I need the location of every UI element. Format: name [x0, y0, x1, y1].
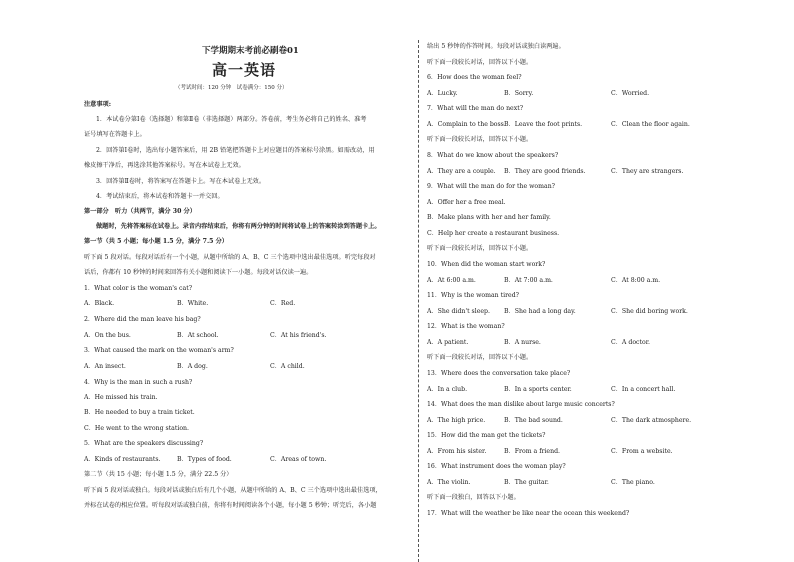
question: 10．When did the woman start work?: [427, 261, 546, 268]
listening-hint: 听下面一段较长对话，回答以下小题。: [427, 245, 533, 252]
option-b: B．She had a long day.: [504, 308, 576, 315]
option-c: C．In a concert hall.: [611, 386, 676, 393]
option-a: A．Offer her a free meal.: [427, 199, 506, 206]
exam-info: （考试时间：120 分钟 试卷满分：150 分）: [175, 85, 288, 91]
option-a: A．At 6:00 a.m.: [427, 277, 476, 284]
option-a: A．He missed his train.: [84, 394, 158, 401]
option-b: B．At 7:00 a.m.: [504, 277, 553, 284]
subject-title: 高一英语: [212, 61, 277, 79]
option-c: C．At his friend's.: [270, 332, 327, 339]
notes-heading: 注意事项:: [84, 101, 112, 108]
option-b: B．Types of food.: [177, 456, 232, 463]
section1-text: 听下面 5 段对话。每段对话后有一个小题，从题中所给的 A、B、C 三个选项中选出最佳选项。听完每段对: [84, 254, 376, 261]
option-a: A．On the bus.: [84, 332, 131, 339]
option-c: C．At 8:00 a.m.: [611, 277, 661, 284]
option-c: C．The dark atmosphere.: [611, 417, 692, 424]
option-c: C．A doctor.: [611, 339, 650, 346]
option-b: B．A nurse.: [504, 339, 541, 346]
option-b: B．Sorry.: [504, 90, 534, 97]
option-c: C．From a website.: [611, 448, 673, 455]
note-line: 橡皮擦干净后，再选涂其他答案标号。写在本试卷上无效。: [84, 162, 245, 169]
option-a: A．Complain to the boss.: [427, 121, 506, 128]
option-a: A．The violin.: [427, 479, 471, 486]
option-c: C．He went to the wrong station.: [84, 425, 190, 432]
option-a: A．The high price.: [427, 417, 486, 424]
question: 2．Where did the man leave his bag?: [84, 316, 201, 323]
option-c: C．Clean the floor again.: [611, 121, 690, 128]
note-line: 4．考试结束后，将本试卷和答题卡一并交回。: [96, 193, 224, 200]
question: 17．What will the weather be like near the ocean this weekend?: [427, 510, 630, 517]
option-c: C．They are strangers.: [611, 168, 684, 175]
question: 5．What are the speakers discussing?: [84, 440, 204, 447]
listening-hint: 听下面一段较长对话，回答以下小题。: [427, 136, 533, 143]
option-a: A．From his sister.: [427, 448, 487, 455]
question: 11．Why is the woman tired?: [427, 292, 519, 299]
option-b: B．He needed to buy a train ticket.: [84, 409, 195, 416]
option-b: B．They are good friends.: [504, 168, 586, 175]
question: 13．Where does the conversation take place?: [427, 370, 571, 377]
note-line: 3．回答第Ⅱ卷时，将答案写在答题卡上。写在本试卷上无效。: [96, 178, 266, 185]
option-a: A．A patient.: [427, 339, 469, 346]
column-divider: [418, 40, 419, 562]
listening-hint: 听下面一段较长对话，回答以下小题。: [427, 354, 533, 361]
option-b: B．The bad sound.: [504, 417, 563, 424]
note-line: 证号填写在答题卡上。: [84, 131, 146, 138]
question: 1．What color is the woman's cat?: [84, 285, 193, 292]
option-c: C．Red.: [270, 300, 296, 307]
question: 6．How does the woman feel?: [427, 74, 522, 81]
question: 4．Why is the man in such a rush?: [84, 379, 193, 386]
option-c: C．She did boring work.: [611, 308, 688, 315]
section1-title: 第一节（共 5 小题；每小题 1.5 分，满分 7.5 分）: [84, 238, 228, 245]
note-line: 2．回答第Ⅰ卷时，选出每小题答案后，用 2B 铅笔把答题卡上对应题目的答案标号涂黑。如需改动，用: [96, 147, 375, 154]
option-b: B．White.: [177, 300, 209, 307]
question: 12．What is the woman?: [427, 323, 505, 330]
option-c: C．Areas of town.: [270, 456, 327, 463]
option-a: A．Lucky.: [427, 90, 458, 97]
option-c: C．Help her create a restaurant business.: [427, 230, 560, 237]
section2-title: 第二节（共 15 小题；每小题 1.5 分，满分 22.5 分）: [84, 471, 233, 478]
listening-hint: 听下面一段独白，回答以下小题。: [427, 494, 520, 501]
part1-title: 第一部分 听力（共两节，满分 30 分）: [84, 208, 196, 215]
option-b: B．In a sports center.: [504, 386, 572, 393]
option-a: A．Black.: [84, 300, 115, 307]
question: 8．What do we know about the speakers?: [427, 152, 559, 159]
option-b: B．From a friend.: [504, 448, 561, 455]
option-c: C．A child.: [270, 363, 305, 370]
question: 9．What will the man do for the woman?: [427, 183, 555, 190]
section2-text: 给出 5 秒钟的作答时间。每段对话或独白读两遍。: [427, 43, 565, 50]
part1-instruction: 做题时，先将答案标在试卷上。录音内容结束后，你将有两分钟的时间将试卷上的答案转涂到答题卡上。: [96, 223, 381, 230]
section2-text: 听下面 5 段对话或独白。每段对话或独白后有几个小题，从题中所给的 A、B、C 三个选项中选出最佳选项，: [84, 487, 382, 494]
question: 3．What caused the mark on the woman's arm?: [84, 347, 234, 354]
option-a: A．They are a couple.: [427, 168, 496, 175]
option-c: C．Worried.: [611, 90, 650, 97]
option-a: A．Kinds of restaurants.: [84, 456, 161, 463]
question: 15．How did the man get the tickets?: [427, 432, 546, 439]
option-a: A．She didn't sleep.: [427, 308, 490, 315]
listening-hint: 听下面一段较长对话，回答以下小题。: [427, 59, 533, 66]
question: 7．What will the man do next?: [427, 105, 524, 112]
option-b: B．At school.: [177, 332, 219, 339]
option-c: C．The piano.: [611, 479, 655, 486]
option-a: A．An insect.: [84, 363, 126, 370]
option-b: B．The guitar.: [504, 479, 549, 486]
note-line: 1．本试卷分第Ⅰ卷（选择题）和第Ⅱ卷（非选择题）两部分。答卷前，考生务必将自己的姓名、准考: [96, 116, 367, 123]
exam-series-title: 下学期期末考前必刷卷01: [202, 46, 299, 56]
option-b: B．A dog.: [177, 363, 208, 370]
question: 14．What does the man dislike about large music concerts?: [427, 401, 615, 408]
option-b: B．Leave the foot prints.: [504, 121, 583, 128]
section1-text: 话后，你都有 10 秒钟的时间来回答有关小题和阅读下一小题。每段对话仅读一遍。: [84, 269, 313, 276]
section2-text: 并标在试卷的相应位置。听每段对话或独白前，你将有时间阅读各个小题，每小题 5 秒钟；听完后，各小题: [84, 502, 377, 509]
question: 16．What instrument does the woman play?: [427, 463, 566, 470]
option-b: B．Make plans with her and her family.: [427, 214, 551, 221]
option-a: A．In a club.: [427, 386, 468, 393]
